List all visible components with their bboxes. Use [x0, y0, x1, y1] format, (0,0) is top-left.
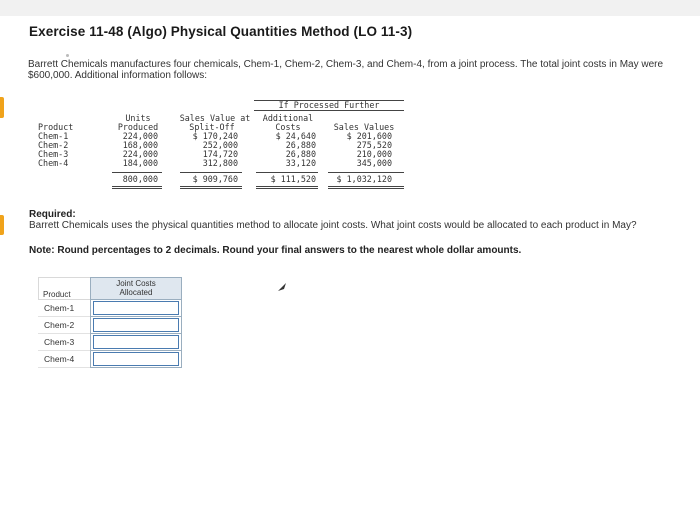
header-product: Product — [38, 122, 74, 132]
group-header-bottom-line — [254, 110, 404, 111]
total-line — [112, 172, 162, 173]
answer-row-label: Chem-1 — [44, 303, 75, 313]
top-bar — [0, 0, 700, 16]
chem-2-joint-cost-input[interactable] — [93, 318, 179, 332]
row-product: Chem-3 — [38, 149, 69, 159]
row-units: 168,000 — [122, 140, 158, 150]
total-units: 800,000 — [122, 174, 158, 184]
total-line — [256, 172, 318, 173]
row-product: Chem-2 — [38, 140, 69, 150]
decorative-dot — [66, 54, 69, 57]
chem-3-joint-cost-input[interactable] — [93, 335, 179, 349]
group-header: If Processed Further — [278, 100, 380, 110]
row-sales-splitoff: $ 170,240 — [192, 131, 238, 141]
row-units: 224,000 — [122, 131, 158, 141]
total-line — [328, 172, 404, 173]
row-sales-values: 345,000 — [356, 158, 392, 168]
total-underline — [256, 186, 318, 187]
note-text — [29, 245, 521, 256]
row-sales-splitoff: 174,720 — [202, 149, 238, 159]
answer-row-label: Chem-3 — [44, 337, 75, 347]
total-underline — [256, 188, 318, 189]
note-body: Round percentages to 2 decimals. Round your final answers to the nearest whole dollar amounts. — [54, 245, 522, 256]
required-heading: Required: — [29, 209, 76, 220]
answer-cell — [90, 317, 182, 334]
header-sales-2: Split-Off — [189, 122, 235, 132]
total-additional-costs: $ 111,520 — [270, 174, 316, 184]
row-additional-costs: 26,880 — [285, 140, 316, 150]
required-text: Barrett Chemicals uses the physical quantities method to allocate joint costs. What joint costs would be allocated to each product in May? — [29, 220, 637, 231]
answer-row — [38, 300, 182, 317]
joint-costs-header-2: Allocated — [119, 288, 153, 297]
answer-cell — [90, 351, 182, 368]
answer-row — [38, 317, 182, 334]
row-units: 184,000 — [122, 158, 158, 168]
header-sales-1: Sales Value at — [179, 113, 251, 123]
header-units-2: Produced — [117, 122, 159, 132]
required-marker — [0, 215, 4, 235]
answer-row — [38, 351, 182, 368]
answer-cell — [90, 300, 182, 317]
problem-intro: Barrett Chemicals manufactures four chemicals, Chem-1, Chem-2, Chem-3, and Chem-4, from a joint process. The total joint costs in May were $600,000. Additional information follows: — [28, 59, 664, 81]
note-label: Note: — [29, 245, 55, 256]
row-units: 224,000 — [122, 149, 158, 159]
exercise-title: Exercise 11-48 (Algo) Physical Quantities Method (LO 11-3) — [29, 24, 413, 39]
mouse-cursor-icon — [277, 282, 287, 292]
row-divider — [38, 367, 90, 368]
product-header: Product — [43, 290, 71, 299]
answer-row-label: Chem-2 — [44, 320, 75, 330]
total-line — [180, 172, 242, 173]
total-sales-values: $ 1,032,120 — [336, 174, 392, 184]
total-underline — [112, 186, 162, 187]
row-sales-splitoff: 312,800 — [202, 158, 238, 168]
total-underline — [328, 188, 404, 189]
row-product: Chem-1 — [38, 131, 69, 141]
joint-costs-header-1: Joint Costs — [116, 279, 156, 288]
answer-row — [38, 334, 182, 351]
row-sales-values: $ 201,600 — [346, 131, 392, 141]
header-sales-values: Sales Values — [333, 122, 395, 132]
total-underline — [180, 186, 242, 187]
answer-cell — [90, 334, 182, 351]
row-additional-costs: 26,880 — [285, 149, 316, 159]
answer-table — [38, 277, 182, 367]
total-sales-splitoff: $ 909,760 — [192, 174, 238, 184]
total-underline — [328, 186, 404, 187]
row-additional-costs: 33,120 — [285, 158, 316, 168]
header-addl-1: Additional — [262, 113, 314, 123]
row-sales-splitoff: 252,000 — [202, 140, 238, 150]
row-sales-values: 275,520 — [356, 140, 392, 150]
table-marker — [0, 97, 4, 118]
chem-1-joint-cost-input[interactable] — [93, 301, 179, 315]
row-sales-values: 210,000 — [356, 149, 392, 159]
row-additional-costs: $ 24,640 — [275, 131, 316, 141]
total-underline — [112, 188, 162, 189]
header-units-1: Units — [125, 113, 151, 123]
total-underline — [180, 188, 242, 189]
row-product: Chem-4 — [38, 158, 69, 168]
header-addl-2: Costs — [275, 122, 301, 132]
answer-row-label: Chem-4 — [44, 354, 75, 364]
chem-4-joint-cost-input[interactable] — [93, 352, 179, 366]
